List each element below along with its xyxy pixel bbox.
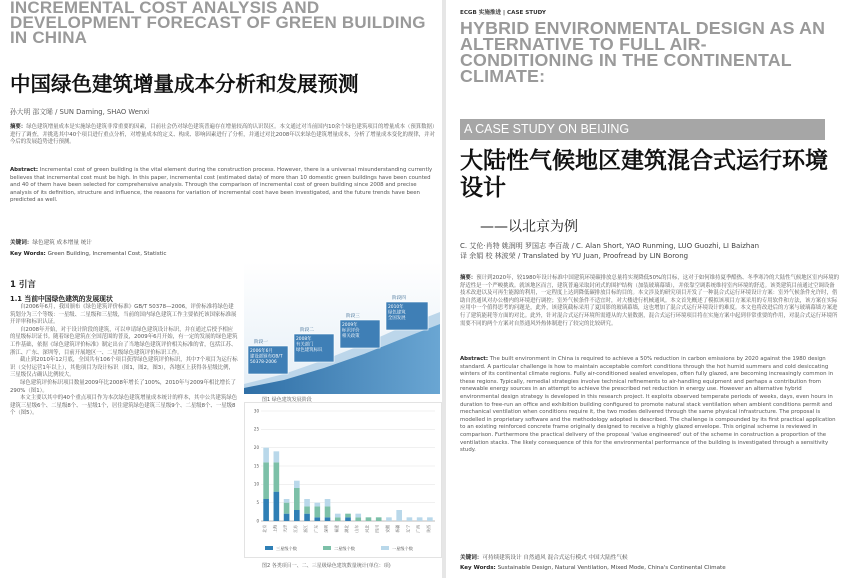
right-keywords-en-text: Sustainable Design, Natural Ventilation, Mixed Mode, China's Continental Climate	[497, 565, 726, 571]
left-authors: 孙大明 邵文晞 / SUN Daming, SHAO Wenxi	[10, 108, 150, 116]
left-abstract-zh-label: 摘要：	[10, 124, 27, 130]
bar-segment	[304, 499, 310, 506]
stage-name-label: 阶段一	[254, 340, 268, 345]
right-author-names: C. 艾伦·肖特 姚润明 罗国志 李百战 / C. Alan Short, YAO Runming, LUO Guozhi, LI Baizhan	[460, 242, 760, 250]
left-abstract-en-text: Incremental cost of green building is the vital element during the construction process. However, there is a universal misunderstanding currently believes that incremental cost must be high. In this paper, incremental cost (estimated data) of more than 10 domestic green buildings have been counted and 40 of them have been selected for comprehensive analysis. Through the comparison of incremental cost of green building since 2008 and precise analysis of its definition, structure and influence, the reasons for variation of incremental cost have been investigated, and the future trends have been predicted as well.	[10, 167, 433, 204]
left-keywords-zh	[10, 238, 92, 246]
bar-segment	[355, 514, 361, 518]
x-tick-label: 湖北	[344, 525, 349, 533]
figure2-caption: 图2 各类项目一、二、三星级绿色建筑数量统计(单位：项)	[262, 563, 391, 569]
stage-name-label: 阶段三	[346, 314, 360, 319]
left-abstract-en-label: Abstract:	[10, 167, 39, 173]
bar-segment	[294, 488, 300, 510]
right-keywords-en-label: Key Words:	[460, 565, 496, 571]
right-authors	[460, 241, 759, 261]
bar-segment	[396, 510, 402, 521]
stage-box-label: 2006年6月建设部颁布GB/T 50378-2006	[250, 349, 283, 365]
right-keywords-en	[460, 565, 726, 571]
bar-segment	[335, 517, 341, 521]
left-keywords-zh-text: 绿色建筑 成本增量 统计	[32, 240, 92, 246]
bar-segment	[263, 448, 269, 463]
right-keywords-zh-label: 关键词：	[460, 555, 483, 561]
right-abstract-zh-label: 摘要：	[460, 275, 477, 281]
bar-segment	[294, 510, 300, 521]
left-subsection-heading: 1.1 当前中国绿色建筑的发展现状	[10, 295, 113, 303]
y-tick-label: 25	[253, 426, 259, 432]
right-title-en: HYBRID ENVIRONMENTAL DESIGN AS AN ALTERNATIVE TO FULL AIR-CONDITIONING IN THE CONTINENTAL CLIMATE:	[460, 18, 826, 86]
bar-segment	[274, 462, 280, 491]
left-keywords-en	[10, 251, 166, 257]
right-abstract-en-label: Abstract:	[460, 356, 489, 362]
right-article-page	[446, 0, 850, 578]
legend-label: 二星级个数	[334, 545, 355, 551]
x-tick-label: 福建	[333, 525, 339, 533]
y-tick-label: 10	[253, 481, 259, 487]
bar-segment	[386, 517, 392, 521]
x-tick-label: 北京	[262, 525, 268, 533]
y-tick-label: 0	[256, 518, 259, 524]
bar-segment	[407, 517, 413, 521]
right-abstract-en	[460, 356, 840, 455]
left-keywords-en-text: Green Building, Incremental Cost, Statistic	[47, 251, 167, 257]
legend-swatch	[323, 546, 331, 550]
right-keywords-zh	[460, 553, 628, 561]
bar-segment	[294, 481, 300, 488]
left-abstract-en	[10, 167, 435, 205]
x-tick-label: 江苏	[292, 525, 298, 533]
x-tick-label: 安徽	[384, 525, 390, 533]
x-tick-label: 新疆	[395, 525, 401, 533]
bar-segment	[376, 517, 382, 521]
bar-segment	[345, 517, 351, 521]
x-tick-label: 天津	[282, 525, 288, 533]
x-tick-label: 四川	[374, 525, 380, 533]
bar-segment	[325, 499, 331, 506]
bar-segment	[304, 506, 310, 513]
stage-box-label: 2010年绿色建筑全国发展	[388, 305, 406, 321]
bar-segment	[335, 514, 341, 518]
body-paragraph: 截止到2010年12月底，全国共有106个项目获得绿色建筑评价标识，其中7个项目为运行标识（交付运营1年以上），其他项目为设计标识（图1，图2，图3），各地区上获得各星级比例，三星级仅占确认比例较大。	[10, 357, 238, 379]
left-body-text	[10, 304, 238, 418]
body-paragraph: 本文主要以其中的40个重点项目作为本次绿色建筑增量成本统计的样本，其中公共建筑绿色建筑三星级6个、二星级8个、一星级1个，居住建筑绿色建筑三星级9个、二星级8个、一星级8个（图5）。	[10, 395, 238, 417]
right-subtitle-en: A CASE STUDY ON BEIJING	[464, 122, 630, 136]
figure-development-stages	[244, 262, 440, 394]
stage-name-label: 阶段四	[392, 296, 406, 301]
x-tick-label: 山东	[354, 525, 360, 533]
left-title-en: INCREMENTAL COST ANALYSIS AND DEVELOPMENT FORECAST OF GREEN BUILDING IN CHINA	[10, 0, 426, 47]
bar-segment	[314, 503, 320, 507]
bar-segment	[417, 517, 423, 521]
bar-segment	[314, 506, 320, 517]
right-abstract-en-text: The built environment in China is required to achieve a 50% reduction in carbon emissions by 2020 against the 1980 design standard. A particular challenge is how to maintain acceptable comfort conditions through the hot humid summers and cold desiccating winters of its continental climate regions. Fully air-conditioned sealed envelopes, often fully glazed, are becoming increasingly common in these regions. Typically, remedial strategies involve technical refinements to air-handling equipment and perhaps a contribution from renewable energy sources in an attempt to achieve the prescribed net reduction in energy use. However an alternative hybrid environmental design strategy is developed in this research project. It exploits observed temperate periods of weeks, days, even hours in duration to free-run an office and exhibition building configured to promote natural stack ventilation when ambient conditions permit and mechanical ventilation when conditions require it, the two modes delivered through the same physical infrastructure. The proposal is modelled in proprietary software and the methodology adopted is described. The challenge is compounded by its first practical application to an existing reinforced concrete frame originally designed to receive a highly glazed envelope. This original scheme is reviewed in comparison. Furthermore the practical delivery of the proposal 'value engineered' out of the scheme in construction a proportion of the ventilation stacks. The likely consequence of this for the environmental performance of the building is investigated through a sensitivity study.	[460, 356, 836, 454]
left-keywords-zh-label: 关键词：	[10, 240, 33, 246]
body-paragraph: 绿色建筑评价标识项目数量2009年比2008年增长了100%，2010年与2009年相比增长了290%（图1）。	[10, 379, 236, 394]
bar-segment	[284, 503, 290, 514]
bar-segment	[325, 506, 331, 517]
bar-segment	[263, 499, 269, 521]
x-tick-label: 浙江	[303, 525, 309, 533]
bar-segment	[263, 462, 269, 499]
x-tick-label: 陕西	[425, 525, 431, 533]
right-title-zh: 大陆性气候地区建筑混合式运行环境设计	[460, 148, 828, 201]
bar-segment	[427, 517, 433, 521]
bar-segment	[345, 514, 351, 518]
left-section-heading: 1 引言	[10, 280, 36, 290]
bar-segment	[274, 492, 280, 521]
body-paragraph: 自2008年开始，对于设计阶段的建筑，可以申请绿色建筑设计标识，并在通过后授予相应的星级标识证书。随着绿色建筑在全国范围的普及，2009年6月开始，有一定的发展的绿色建筑工作基础，依据《绿色建筑评价标准》制定出台了当地绿色建筑评价相关标准的省，包括江苏、浙江、广东、深圳等，目前开展地区一、二星级绿色建筑评价标识工作。	[10, 326, 238, 356]
stage-name-label: 阶段二	[300, 328, 314, 333]
body-paragraph: 自2006年6月，我国颁布《绿色建筑评价标准》GB/T 50378—2006，评价标准将绿色建筑划分为三个等级：一星级、二星级和三星级，当前的国内绿色建筑工作主要依托该国家标准展开评审和标识认证。	[10, 304, 237, 326]
bar-segment	[325, 517, 331, 521]
legend-swatch	[381, 546, 389, 550]
figure1-caption: 图1 绿色建筑发展阶段	[262, 397, 312, 403]
left-keywords-en-label: Key Words:	[10, 251, 46, 257]
right-translators: 译 余娟 校 林波荣 / Translated by YU Juan, Proofread by LIN Borong	[460, 252, 689, 260]
legend-label: 三星级个数	[276, 545, 297, 551]
bar-segment	[284, 499, 290, 503]
x-tick-label: 广东	[313, 525, 319, 533]
bar-segment	[284, 514, 290, 521]
y-tick-label: 20	[253, 445, 259, 451]
x-tick-label: 深圳	[323, 525, 329, 533]
figure-stacked-bar-chart	[244, 402, 442, 558]
bar-segment	[274, 451, 280, 462]
y-tick-label: 5	[256, 500, 259, 506]
x-tick-label: 上海	[272, 525, 278, 533]
legend-label: 一星级个数	[392, 545, 413, 551]
x-tick-label: 辽宁	[405, 525, 411, 533]
stage-box-label: 2009年标识评价相关政策	[342, 323, 360, 339]
left-abstract-zh-text: 绿色建筑增量成本是实施绿色建筑非常重要的因素，目前社会仍对绿色建筑普遍存在增量较高的认识误区。本文通过对当前国内10余个绿色建筑项目的增量成本（预算数据）进行了调查，并挑选其中40个项目进行重点分析，对增量成本的定义、构成、影响因素进行了分析，并通过对比2008年以来绿色建筑增量成本，分析了增量成本变化的规律，并对今后的发展趋势进行预测。	[10, 124, 435, 146]
x-tick-label: 广西	[415, 525, 421, 533]
right-abstract-zh-text: 预计到2020年，较1980年设计标准中国建筑环境碳排放总量将实现降低50%的目标，这对于如何维持夏季酷热、冬季寒冷的大陆性气候地区室内环境的舒适性是一个严峻挑战。就该地区而言，建筑普遍采取封闭式的围护结构（加装玻璃幕墙），并依靠空调系统维持室内环境的舒适。该类建筑目前通过空调设备技术改进以及可再生能源的利用，一定程度上达到降低碳排放目标的目的。本文涉及的研究项目开发了一种混合式运行环境设计方案：室外气候条件允许时，借助自然通风对办公楼内的环境进行调控；室外气候条件不适宜时，对大楼进行机械通风。本文首先概述了模拟该项目方案采用的专用软件和方法，该方案在实际应用中一个值得思考的问题是，此外，该建筑截标采用了夏国影的玻璃幕墙，这也增加了混合式运行环境设计的难度。本文也将改进后的方案与玻璃幕墙方案进行了建筑能耗等方面的对比。此外，针对混合式运行环境所需遵从的大量数据，混合式运行环境项目将在实施方案中起到非常重要的作用，对混合式运行环境所需要不同的两个方案对自然通风外热体制进行了较完的比较研究。	[460, 275, 840, 327]
left-abstract-zh	[10, 124, 435, 147]
left-title-zh: 中国绿色建筑增量成本分析和发展预测	[10, 72, 359, 96]
y-tick-label: 15	[253, 463, 259, 469]
y-tick-label: 30	[253, 408, 259, 414]
bar-segment	[314, 517, 320, 521]
bar-segment	[366, 517, 372, 521]
right-keywords-zh-text: 可持续建筑设计 自然通风 混合式运行模式 中国大陆性气候	[482, 555, 628, 561]
right-section-header: ECGB 实施推进 | CASE STUDY	[460, 10, 546, 16]
legend-swatch	[265, 546, 273, 550]
x-tick-label: 河北	[364, 525, 370, 533]
bar-segment	[355, 517, 361, 521]
bar-segment	[304, 514, 310, 521]
right-abstract-zh	[460, 275, 840, 328]
stage-box-label: 2008年有关部门绿色建筑标识	[296, 337, 323, 353]
right-subtitle-zh: ——以北京为例	[480, 219, 578, 235]
